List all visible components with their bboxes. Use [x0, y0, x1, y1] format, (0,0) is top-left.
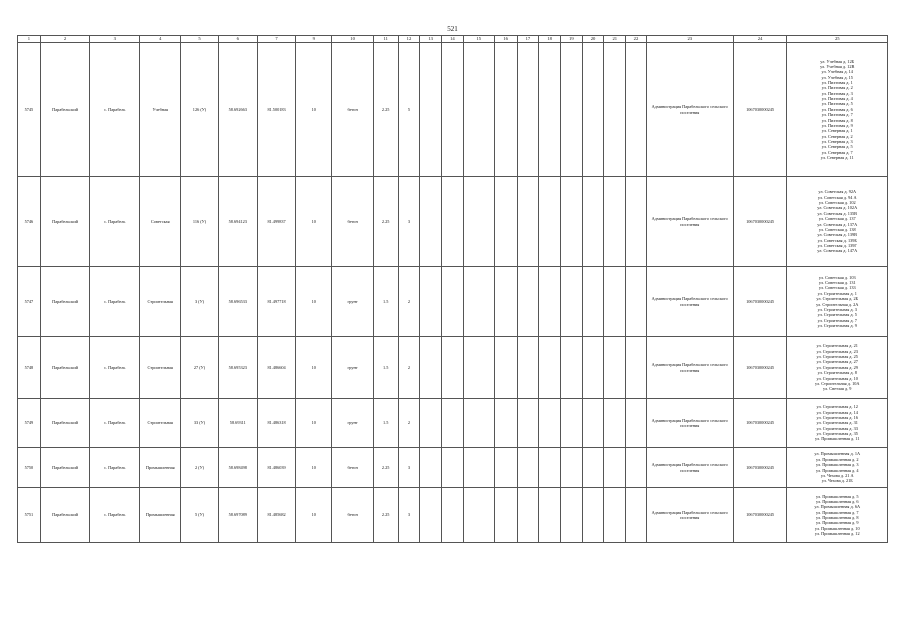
- cell-owner: Администрация Парабельского сельского поселения: [646, 43, 733, 177]
- cell-locality: с. Парабель: [90, 43, 140, 177]
- column-header: 23: [646, 36, 733, 43]
- address-line: ул. Строительная д. 2Б: [816, 296, 859, 302]
- address-line: ул. Строительная д. 10: [816, 375, 858, 381]
- address-line: ул. Строительная д. 3: [817, 306, 857, 312]
- cell-empty: [463, 337, 494, 399]
- cell-street: Строительная: [140, 337, 181, 399]
- address-line: ул. Строительная д. 35: [816, 431, 858, 437]
- cell-count: 3: [398, 448, 420, 488]
- cell-empty: [539, 267, 561, 337]
- cell-num: 126 (У): [181, 43, 218, 177]
- address-line: ул. Северная д. 1: [821, 128, 853, 134]
- cell-empty: [560, 448, 582, 488]
- column-header: 4: [140, 36, 181, 43]
- cell-surface: грунт: [332, 337, 373, 399]
- address-line: ул. Советская д. 139В: [817, 232, 858, 238]
- column-header: 5: [181, 36, 218, 43]
- cell-count: 2: [398, 399, 420, 448]
- address-line: ул. Северная д. 5: [821, 144, 853, 150]
- cell-empty: [494, 399, 517, 448]
- cell-empty: [539, 399, 561, 448]
- column-header: 1: [18, 36, 41, 43]
- table-row: [18, 448, 888, 488]
- cell-street: Учебная: [140, 43, 181, 177]
- column-header: 9: [296, 36, 332, 43]
- column-header: 13: [420, 36, 442, 43]
- cell-area: 2.25: [373, 43, 398, 177]
- cell-empty: [420, 399, 442, 448]
- address-line: ул. Пихтовая д. 5: [821, 101, 853, 107]
- address-line: ул. Промышленная д. 11: [814, 436, 860, 442]
- cell-district: Парабельский: [40, 488, 90, 543]
- address-line: ул. Строительная д. 16: [816, 414, 858, 420]
- cell-area: 1.5: [373, 399, 398, 448]
- cell-street: Советская: [140, 177, 181, 267]
- cell-empty: [539, 177, 561, 267]
- cell-owner: Администрация Парабельского сельского поселения: [646, 267, 733, 337]
- address-line: ул. Строительная д. 2А: [816, 301, 859, 307]
- cell-vol: 10: [296, 337, 332, 399]
- cell-empty: [494, 43, 517, 177]
- cell-locality: с. Парабель: [90, 337, 140, 399]
- cell-id: 5746: [18, 177, 41, 267]
- cell-vol: 10: [296, 399, 332, 448]
- column-header: 18: [539, 36, 561, 43]
- cell-ogrn: 1067030000245: [733, 448, 787, 488]
- column-header: 19: [560, 36, 582, 43]
- cell-locality: с. Парабель: [90, 267, 140, 337]
- cell-empty: [420, 43, 442, 177]
- cell-count: 5: [398, 43, 420, 177]
- address-line: ул. Советская д. 138: [818, 226, 856, 232]
- cell-empty: [442, 488, 464, 543]
- cell-empty: [604, 488, 626, 543]
- table-row: [18, 177, 888, 267]
- cell-id: 5749: [18, 399, 41, 448]
- cell-empty: [626, 337, 647, 399]
- cell-empty: [494, 488, 517, 543]
- address-line: ул. Советская д. 102А: [817, 205, 858, 211]
- address-line: ул. Советская д. 137: [818, 216, 856, 222]
- column-header: 21: [604, 36, 626, 43]
- cell-owner: Администрация Парабельского сельского поселения: [646, 177, 733, 267]
- cell-empty: [494, 448, 517, 488]
- cell-num: 5 (У): [181, 488, 218, 543]
- cell-id: 5748: [18, 337, 41, 399]
- cell-area: 2.25: [373, 177, 398, 267]
- cell-empty: [463, 488, 494, 543]
- address-line: ул. Промышленная д. 6А: [814, 504, 861, 510]
- cell-empty: [582, 337, 604, 399]
- address-line: ул. Советская д. 94 А: [817, 194, 857, 200]
- cell-lon: 81.485682: [257, 488, 295, 543]
- cell-num: 27 (У): [181, 337, 218, 399]
- cell-ogrn: 1067030000245: [733, 267, 787, 337]
- cell-id: 5750: [18, 448, 41, 488]
- cell-empty: [463, 267, 494, 337]
- cell-lon: 81.500183: [257, 43, 295, 177]
- cell-empty: [420, 267, 442, 337]
- cell-locality: с. Парабель: [90, 448, 140, 488]
- cell-empty: [539, 43, 561, 177]
- cell-street: Строительная: [140, 267, 181, 337]
- cell-lon: 81.486604: [257, 337, 295, 399]
- column-header: 2: [40, 36, 90, 43]
- address-line: ул. Промышленная д. 9: [815, 520, 859, 526]
- cell-surface: грунт: [332, 399, 373, 448]
- cell-empty: [420, 337, 442, 399]
- cell-empty: [420, 448, 442, 488]
- cell-empty: [517, 267, 539, 337]
- address-line: ул. Пихтовая д. 9: [821, 122, 853, 128]
- cell-count: 2: [398, 267, 420, 337]
- cell-empty: [582, 43, 604, 177]
- cell-empty: [626, 399, 647, 448]
- cell-owner: Администрация Парабельского сельского поселения: [646, 488, 733, 543]
- cell-locality: с. Парабель: [90, 177, 140, 267]
- cell-district: Парабельский: [40, 337, 90, 399]
- cell-area: 2.25: [373, 448, 398, 488]
- cell-empty: [517, 337, 539, 399]
- address-line: ул. Пихтовая д. 1: [821, 80, 853, 86]
- cell-num: 116 (У): [181, 177, 218, 267]
- cell-empty: [626, 267, 647, 337]
- cell-empty: [494, 177, 517, 267]
- page-number: 521: [447, 25, 458, 33]
- address-line: ул. Пихтовая д. 6: [821, 106, 853, 112]
- column-header: 16: [494, 36, 517, 43]
- cell-empty: [604, 337, 626, 399]
- cell-district: Парабельский: [40, 177, 90, 267]
- cell-empty: [517, 448, 539, 488]
- cell-empty: [582, 267, 604, 337]
- address-line: ул. Северная д. 3: [821, 138, 853, 144]
- cell-empty: [539, 448, 561, 488]
- address-line: ул. Промышленная д. 1А: [814, 451, 861, 457]
- address-line: ул. Промышленная д. 4: [815, 467, 859, 473]
- address-line: ул. Промышленная д. 12: [814, 531, 860, 537]
- address-line: ул. Светлая д. 9: [823, 386, 852, 392]
- address-line: ул. Строительная д. 23: [816, 348, 858, 354]
- cell-empty: [494, 337, 517, 399]
- cell-empty: [463, 43, 494, 177]
- cell-empty: [463, 448, 494, 488]
- address-line: ул. Строительная д. 14: [816, 409, 858, 415]
- cell-ogrn: 1067030000245: [733, 337, 787, 399]
- cell-empty: [560, 488, 582, 543]
- cell-empty: [582, 177, 604, 267]
- address-line: ул. Промышленная д. 7: [815, 509, 859, 515]
- address-line: ул. Пихтовая д. 7: [821, 112, 853, 118]
- cell-empty: [604, 448, 626, 488]
- cell-surface: бетон: [332, 177, 373, 267]
- cell-lon: 81.486318: [257, 399, 295, 448]
- cell-empty: [626, 488, 647, 543]
- address-line: ул. Северная д. 7: [821, 149, 853, 155]
- cell-empty: [560, 337, 582, 399]
- cell-empty: [582, 448, 604, 488]
- cell-empty: [582, 488, 604, 543]
- table-row: [18, 488, 888, 543]
- cell-empty: [604, 267, 626, 337]
- cell-empty: [494, 267, 517, 337]
- column-header: 6: [218, 36, 257, 43]
- cell-lat: 58.698498: [218, 448, 257, 488]
- cell-empty: [626, 43, 647, 177]
- cell-empty: [442, 177, 464, 267]
- cell-area: 2.25: [373, 488, 398, 543]
- cell-num: 3 (У): [181, 267, 218, 337]
- cell-count: 2: [398, 337, 420, 399]
- address-line: ул. Промышленная д. 5: [815, 493, 859, 499]
- header-row: [18, 36, 888, 43]
- cell-empty: [442, 337, 464, 399]
- cell-addresses: [787, 43, 888, 177]
- cell-vol: 10: [296, 448, 332, 488]
- cell-area: 1.5: [373, 337, 398, 399]
- column-header: 10: [332, 36, 373, 43]
- address-line: ул. Советская д. 139Б: [817, 237, 857, 243]
- address-line: ул. Строительная д. 31: [816, 420, 858, 426]
- cell-empty: [463, 177, 494, 267]
- cell-lat: 58.692663: [218, 43, 257, 177]
- address-line: ул. Учебная д. 15: [821, 74, 853, 80]
- cell-locality: с. Парабель: [90, 399, 140, 448]
- address-line: ул. Строительная д. 33: [816, 425, 858, 431]
- address-line: ул. Советская д. 133: [818, 285, 856, 291]
- cell-empty: [539, 337, 561, 399]
- cell-locality: с. Парабель: [90, 488, 140, 543]
- column-header: 11: [373, 36, 398, 43]
- cell-addresses: [787, 448, 888, 488]
- cell-empty: [517, 177, 539, 267]
- table-row: [18, 337, 888, 399]
- address-line: ул. Чехова д. 21Б: [821, 478, 853, 484]
- column-header: 24: [733, 36, 787, 43]
- cell-district: Парабельский: [40, 43, 90, 177]
- cell-vol: 10: [296, 267, 332, 337]
- address-line: ул. Строительная д. 1: [817, 290, 857, 296]
- cell-vol: 10: [296, 43, 332, 177]
- address-line: ул. Строительная д. 29: [816, 364, 858, 370]
- address-line: ул. Промышленная д. 3: [815, 462, 859, 468]
- cell-area: 1.5: [373, 267, 398, 337]
- cell-ogrn: 1067030000245: [733, 177, 787, 267]
- cell-owner: Администрация Парабельского сельского поселения: [646, 448, 733, 488]
- cell-lon: 81.499837: [257, 177, 295, 267]
- address-line: ул. Промышленная д. 10: [814, 525, 860, 531]
- cell-surface: грунт: [332, 267, 373, 337]
- cell-empty: [560, 267, 582, 337]
- address-line: ул. Строительная д. 8: [817, 370, 857, 376]
- column-header: 12: [398, 36, 420, 43]
- cell-empty: [560, 177, 582, 267]
- cell-lon: 81.486039: [257, 448, 295, 488]
- cell-empty: [517, 43, 539, 177]
- address-line: ул. Чехова д. 21 А: [820, 472, 854, 478]
- cell-surface: бетон: [332, 448, 373, 488]
- column-header: 7: [257, 36, 295, 43]
- table-row: [18, 43, 888, 177]
- address-line: ул. Пихтовая д. 3: [821, 90, 853, 96]
- cell-empty: [539, 488, 561, 543]
- cell-empty: [517, 488, 539, 543]
- register-table: [17, 35, 888, 543]
- cell-count: 3: [398, 488, 420, 543]
- cell-empty: [442, 399, 464, 448]
- address-line: ул. Строительная д. 12: [816, 404, 858, 410]
- cell-empty: [517, 399, 539, 448]
- cell-lat: 58.696533: [218, 267, 257, 337]
- cell-empty: [626, 448, 647, 488]
- cell-addresses: [787, 337, 888, 399]
- address-line: ул. Советская д. 135В: [817, 210, 858, 216]
- cell-empty: [420, 177, 442, 267]
- address-line: ул. Советская д. 139Г: [817, 242, 857, 248]
- address-line: ул. Пихтовая д. 8: [821, 117, 853, 123]
- cell-num: 2 (У): [181, 448, 218, 488]
- cell-empty: [442, 267, 464, 337]
- cell-vol: 10: [296, 488, 332, 543]
- column-header: 14: [442, 36, 464, 43]
- address-line: ул. Пихтовая д. 4: [821, 96, 853, 102]
- address-line: ул. Советская д. 103: [818, 274, 856, 280]
- address-line: ул. Строительная д. 10А: [815, 380, 860, 386]
- cell-empty: [463, 399, 494, 448]
- address-line: ул. Промышленная д. 6: [815, 498, 859, 504]
- cell-empty: [420, 488, 442, 543]
- column-header: 20: [582, 36, 604, 43]
- cell-lon: 81.497718: [257, 267, 295, 337]
- cell-district: Парабельский: [40, 267, 90, 337]
- cell-lat: 58.695323: [218, 337, 257, 399]
- cell-empty: [442, 43, 464, 177]
- address-line: ул. Строительная д. 5: [817, 312, 857, 318]
- cell-empty: [560, 43, 582, 177]
- cell-id: 5745: [18, 43, 41, 177]
- cell-owner: Администрация Парабельского сельского поселения: [646, 399, 733, 448]
- cell-street: Строительная: [140, 399, 181, 448]
- cell-district: Парабельский: [40, 399, 90, 448]
- cell-id: 5747: [18, 267, 41, 337]
- address-line: ул. Северная д. 11: [820, 155, 854, 161]
- address-line: ул. Промышленная д. 8: [815, 515, 859, 520]
- address-line: ул. Советская д. 137А: [817, 221, 858, 227]
- cell-addresses: [787, 177, 888, 267]
- cell-ogrn: 1067030000245: [733, 488, 787, 543]
- cell-lat: 58.697089: [218, 488, 257, 543]
- table-row: [18, 399, 888, 448]
- cell-empty: [560, 399, 582, 448]
- cell-count: 3: [398, 177, 420, 267]
- table-row: [18, 267, 888, 337]
- address-line: ул. Советская д. 131: [818, 280, 856, 286]
- cell-addresses: [787, 267, 888, 337]
- cell-surface: бетон: [332, 43, 373, 177]
- address-line: ул. Советская д. 147А: [817, 248, 858, 254]
- address-line: ул. Строительная д. 7: [817, 317, 857, 323]
- address-line: ул. Строительная д. 27: [816, 359, 858, 365]
- cell-num: 33 (У): [181, 399, 218, 448]
- cell-street: Промышленная: [140, 488, 181, 543]
- column-header: 15: [463, 36, 494, 43]
- cell-surface: бетон: [332, 488, 373, 543]
- address-line: ул. Советская д. 102: [818, 200, 856, 206]
- cell-addresses: [787, 399, 888, 448]
- cell-owner: Администрация Парабельского сельского поселения: [646, 337, 733, 399]
- address-line: ул. Учебная д. 12Б: [820, 58, 855, 64]
- cell-empty: [626, 177, 647, 267]
- cell-street: Промышленная: [140, 448, 181, 488]
- address-line: ул. Учебная д. 14: [821, 69, 853, 75]
- address-line: ул. Советская д. 92А: [818, 189, 857, 195]
- cell-district: Парабельский: [40, 448, 90, 488]
- cell-lat: 58.694123: [218, 177, 257, 267]
- cell-lat: 58.69311: [218, 399, 257, 448]
- address-line: ул. Строительная д. 21: [816, 343, 858, 349]
- address-line: ул. Учебная д. 12В: [820, 63, 855, 69]
- cell-addresses: [787, 488, 888, 543]
- cell-empty: [442, 448, 464, 488]
- address-line: ул. Северная д. 2: [821, 133, 853, 139]
- cell-empty: [604, 177, 626, 267]
- column-header: 3: [90, 36, 140, 43]
- cell-empty: [582, 399, 604, 448]
- cell-empty: [604, 399, 626, 448]
- cell-id: 5751: [18, 488, 41, 543]
- column-header: 25: [787, 36, 888, 43]
- address-line: ул. Пихтовая д. 2: [821, 85, 853, 91]
- cell-ogrn: 1067030000245: [733, 43, 787, 177]
- address-line: ул. Строительная д. 25: [816, 354, 858, 360]
- address-line: ул. Промышленная д. 2: [815, 456, 859, 462]
- address-line: ул. Строительная д. 9: [817, 322, 857, 328]
- cell-vol: 10: [296, 177, 332, 267]
- cell-empty: [604, 43, 626, 177]
- column-header: 22: [626, 36, 647, 43]
- cell-ogrn: 1067030000245: [733, 399, 787, 448]
- column-header: 17: [517, 36, 539, 43]
